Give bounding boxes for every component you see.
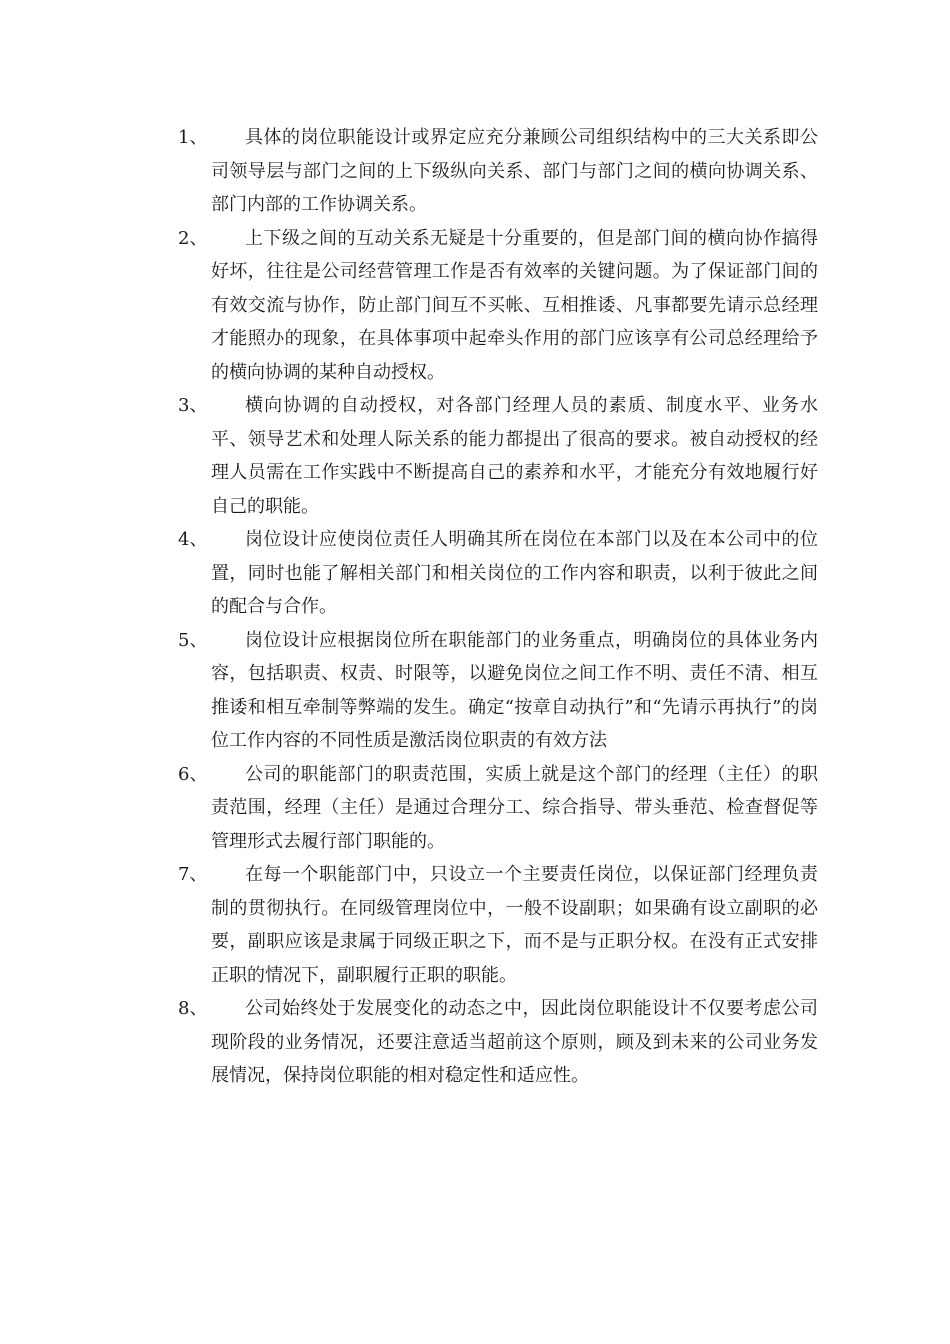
list-item-text: 在每一个职能部门中，只设立一个主要责任岗位，以保证部门经理负责制的贯彻执行。在同级管理岗位中，一般不设副职；如果确有设立副职的必要，副职应该是隶属于同级正职之下，而不是与正职分权。在没有正式安排正职的情况下，副职履行正职的职能。 [211,864,818,986]
list-item-number: 1、 [178,127,208,148]
list-item-number: 6、 [178,763,208,785]
list-item-text: 具体的岗位职能设计或界定应充分兼顾公司组织结构中的三大关系即公司领导层与部门之间的上下级纵向关系、部门与部门之间的横向协调关系、部门内部的工作协调关系。 [211,127,818,215]
list-item-number: 8、 [178,998,208,1019]
list-item [178,523,818,624]
list-item-text: 岗位设计应根据岗位所在职能部门的业务重点，明确岗位的具体业务内容，包括职责、权责、时限等，以避免岗位之间工作不明、责任不清、相互推诿和相互牵制等弊端的发生。确定“按章自动执行”和“先请示再执行”的岗位工作内容的不同性质是激活岗位职责的有效方法 [211,629,818,751]
list-item-number: 2、 [178,227,208,249]
list-item [178,992,818,1093]
list-item [178,858,818,992]
list-item-text: 上下级之间的互动关系无疑是十分重要的，但是部门间的横向协作搞得好坏，往往是公司经营管理工作是否有效率的关键问题。为了保证部门间的有效交流与协作，防止部门间互不买帐、互相推诿、凡事都要先请示总经理才能照办的现象，在具体事项中起牵头作用的部门应该享有公司总经理给予的横向协调的某种自动授权。 [211,227,818,383]
list-item-number: 3、 [178,395,208,416]
list-item [178,624,818,758]
list-item [178,758,818,859]
list-item [178,389,818,523]
list-item [178,121,818,222]
list-item-number: 7、 [178,864,208,885]
list-item-number: 5、 [178,629,208,651]
list-item [178,222,818,390]
list-item-text: 公司始终处于发展变化的动态之中，因此岗位职能设计不仅要考虑公司现阶段的业务情况，还要注意适当超前这个原则，顾及到未来的公司业务发展情况，保持岗位职能的相对稳定性和适应性。 [211,998,818,1086]
list-item-text: 岗位设计应使岗位责任人明确其所在岗位在本部门以及在本公司中的位置，同时也能了解相关部门和相关岗位的工作内容和职责，以利于彼此之间的配合与合作。 [211,529,818,617]
list-item-text: 公司的职能部门的职责范围，实质上就是这个部门的经理（主任）的职责范围，经理（主任）是通过合理分工、综合指导、带头垂范、检查督促等管理形式去履行部门职能的。 [211,763,818,852]
list-item-number: 4、 [178,529,208,550]
list-item-text: 横向协调的自动授权，对各部门经理人员的素质、制度水平、业务水平、领导艺术和处理人际关系的能力都提出了很高的要求。被自动授权的经理人员需在工作实践中不断提高自己的素养和水平，才能充分有效地履行好自己的职能。 [211,395,818,517]
numbered-list [178,121,818,1093]
